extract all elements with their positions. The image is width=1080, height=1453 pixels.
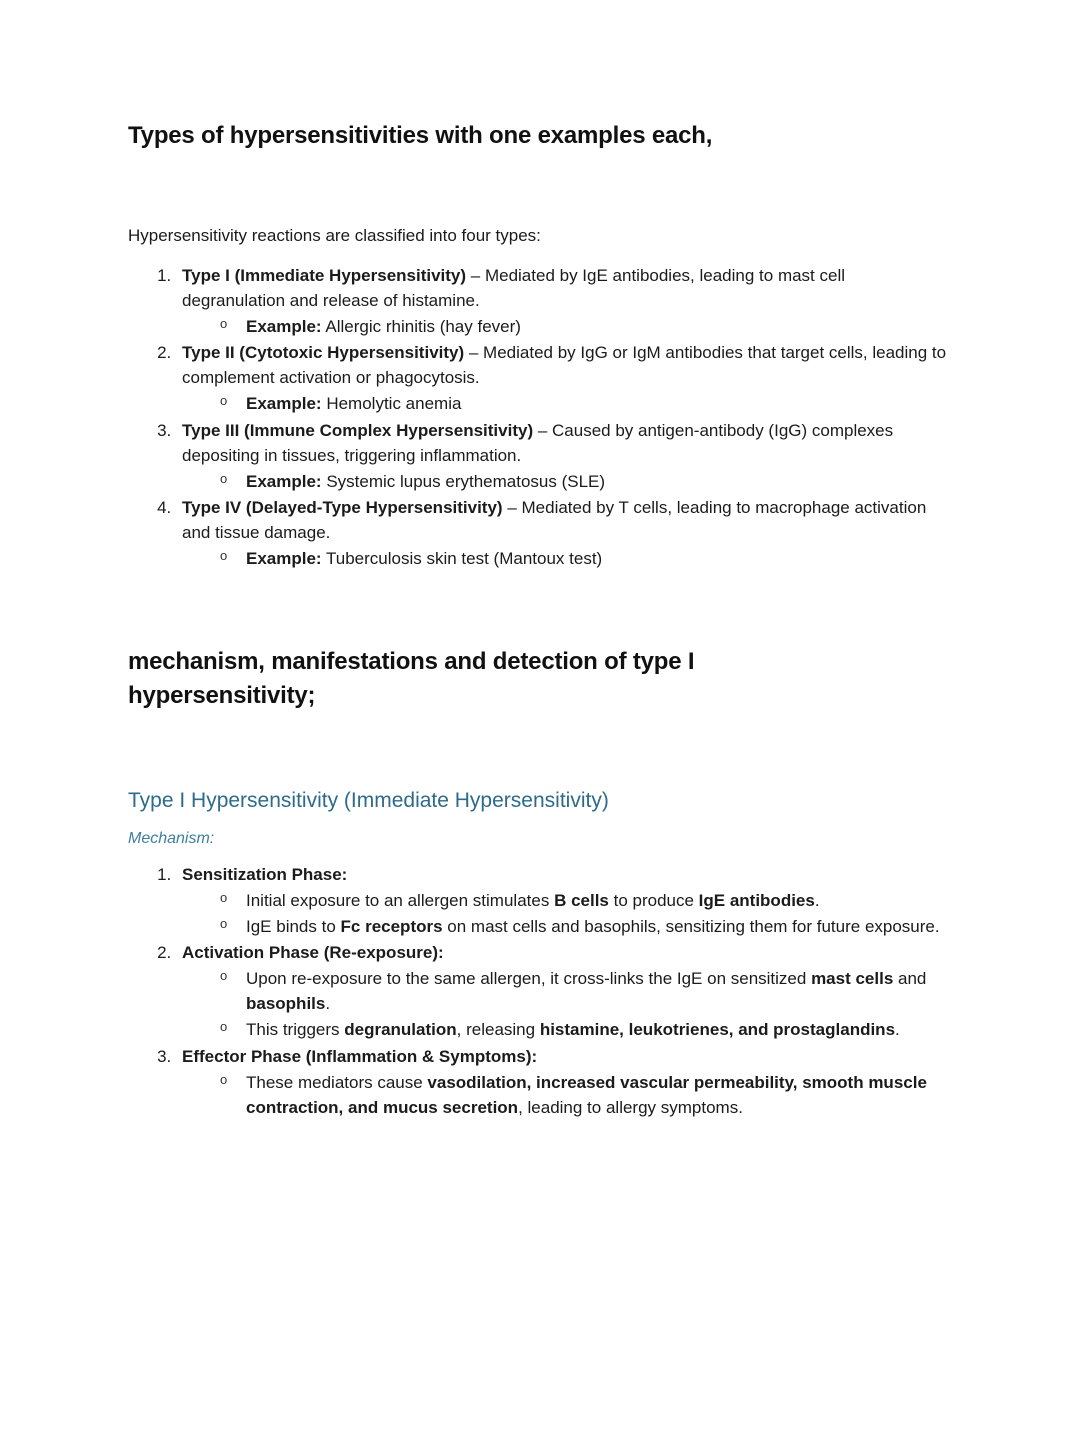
list-item [220, 546, 952, 571]
list-item [176, 940, 952, 1043]
phase-name: Effector Phase (Inflammation & Symptoms): [182, 1046, 538, 1066]
section-heading: mechanism, manifestations and detection of type I hypersensitivity; [128, 647, 695, 710]
list-item: o This triggers degranulation, releasing histamine, leukotrienes, and prostaglandins. [220, 1017, 952, 1042]
type-term: Type III (Immune Complex Hypersensitivity) [182, 420, 534, 440]
example-label: Example: [246, 471, 322, 491]
hypersensitivity-types-list [128, 263, 952, 572]
subsection-heading: Type I Hypersensitivity (Immediate Hypersensitivity) [128, 789, 609, 813]
example-text: Hemolytic anemia [321, 394, 462, 414]
type-term: Type I (Immediate Hypersensitivity) [182, 265, 467, 285]
list-item [220, 391, 952, 416]
list-item: o These mediators cause vasodilation, increased vascular permeability, smooth muscle contraction, and mucus secretion, leading to allergy symptoms. [220, 1070, 952, 1120]
phase-bullets [182, 888, 952, 939]
list-item [176, 340, 952, 416]
example-sublist [182, 469, 952, 494]
mechanism-phases-list [128, 862, 952, 1121]
example-label: Example: [246, 549, 322, 569]
spacer [128, 714, 952, 786]
example-label: Example: [246, 394, 322, 414]
list-item: o Upon re-exposure to the same allergen, it cross-links the IgE on sensitized mast cells and basophils. [220, 966, 952, 1016]
phase-bullets [182, 1070, 952, 1120]
type-description: – Mediated by T cells, leading to macrophage activation and tissue damage. [182, 498, 927, 543]
spacer [128, 151, 952, 223]
intro-paragraph: Hypersensitivity reactions are classified into four types: [128, 226, 541, 246]
example-label: Example: [246, 317, 322, 336]
phase-bullets [182, 966, 952, 1042]
type-term: Type IV (Delayed-Type Hypersensitivity) [182, 498, 503, 518]
example-sublist [182, 314, 952, 339]
mechanism-label: Mechanism: [128, 829, 215, 847]
list-item [176, 1044, 952, 1120]
list-item [176, 495, 952, 571]
type-description: – Mediated by IgE antibodies, leading to mast cell degranulation and release of histamine. [182, 265, 846, 310]
list-item [176, 862, 952, 939]
spacer [128, 573, 952, 645]
list-item [220, 314, 952, 339]
example-text: Tuberculosis skin test (Mantoux test) [321, 549, 603, 569]
list-item: o Initial exposure to an allergen stimulates B cells to produce IgE antibodies. [220, 888, 952, 913]
phase-name: Activation Phase (Re-exposure): [182, 943, 444, 963]
example-text: Systemic lupus erythematosus (SLE) [321, 471, 606, 491]
list-item [176, 263, 952, 339]
example-sublist [182, 391, 952, 416]
type-description: – Caused by antigen-antibody (IgG) complexes depositing in tissues, triggering inflammation. [182, 420, 894, 465]
type-description: – Mediated by IgG or IgM antibodies that target cells, leading to complement activation or phagocytosis. [182, 343, 947, 388]
page-title: Types of hypersensitivities with one examples each, [128, 122, 713, 149]
type-term: Type II (Cytotoxic Hypersensitivity) [182, 343, 465, 363]
phase-name: Sensitization Phase: [182, 864, 348, 884]
example-text: Allergic rhinitis (hay fever) [321, 317, 521, 336]
list-item: o IgE binds to Fc receptors on mast cells and basophils, sensitizing them for future exposure. [220, 914, 952, 939]
example-sublist [182, 546, 952, 571]
list-item [176, 418, 952, 494]
list-item [220, 469, 952, 494]
